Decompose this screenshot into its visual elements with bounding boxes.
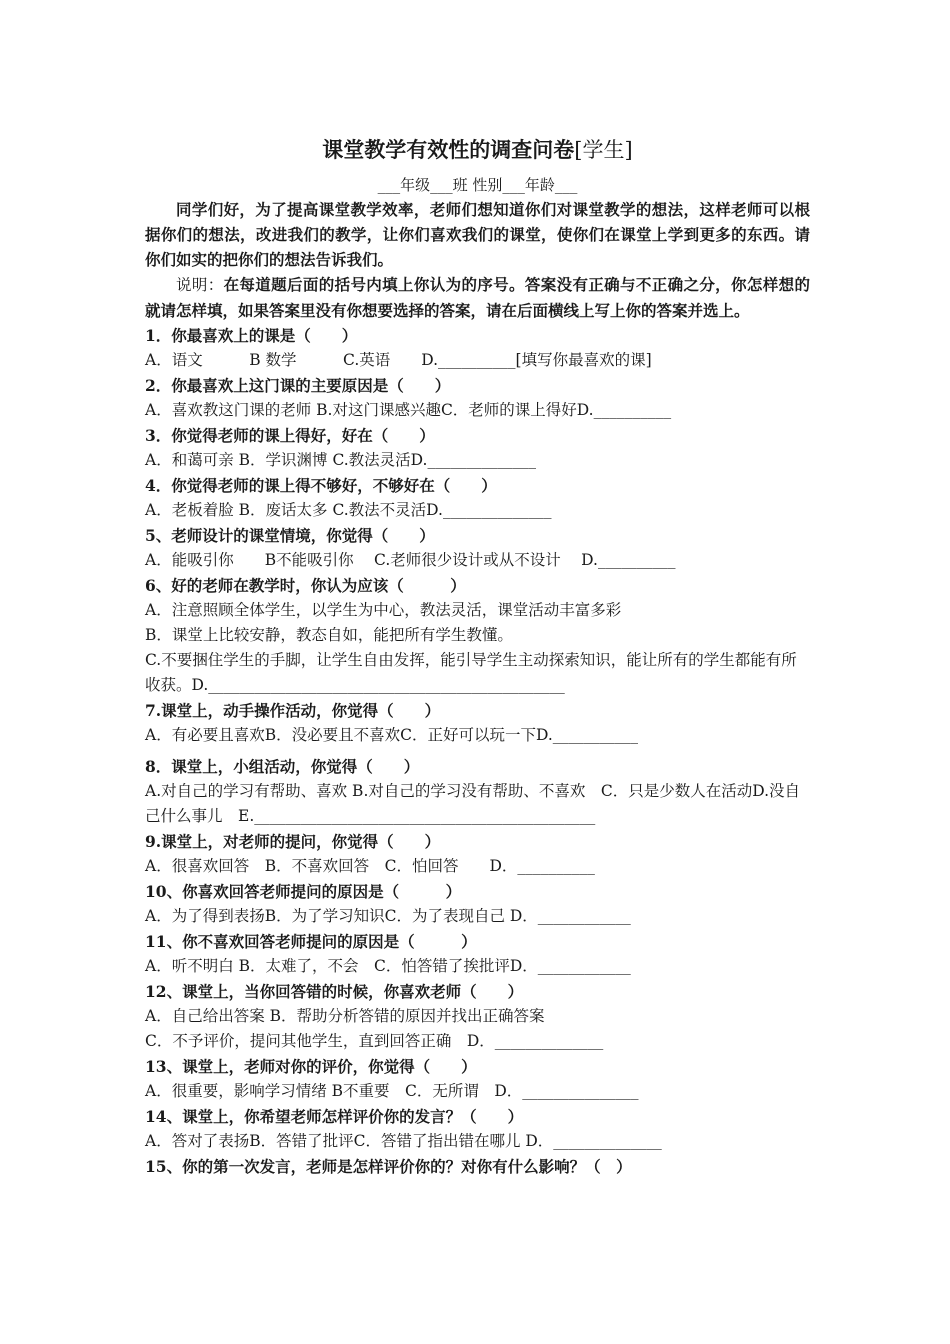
title-text: 课堂教学有效性的调查问卷 <box>322 137 575 162</box>
question-11: 11、你不喜欢回答老师提问的原因是（ ） <box>145 932 477 951</box>
question-9-options-1: A．很喜欢回答 B．不喜欢回答 C．怕回答 D．__________ <box>145 857 595 875</box>
question-10: 10、你喜欢回答老师提问的原因是（ ） <box>145 882 462 901</box>
question-6-options-2: B．课堂上比较安静，教态自如，能把所有学生教懂。 <box>145 626 513 644</box>
instructions-paragraph <box>145 272 810 323</box>
question-12: 12、课堂上，当你回答错的时候，你喜欢老师（ ） <box>145 982 524 1001</box>
question-7: 7.课堂上，动手操作活动，你觉得（ ） <box>145 701 441 720</box>
question-9: 9.课堂上，对老师的提问，你觉得（ ） <box>145 832 441 851</box>
question-8-options-1: A.对自己的学习有帮助、喜欢 B.对自己的学习没有帮助、不喜欢 C．只是少数人在活动D.没自己什么事儿 E.____________________________________________ <box>145 782 801 825</box>
document-title <box>145 135 810 165</box>
question-1: 1．你最喜欢上的课是（ ） <box>145 326 358 345</box>
question-4-options-1: A．老板着脸 B．废话太多 C.教法不灵活D.______________ <box>145 501 552 519</box>
question-3: 3．你觉得老师的课上得好，好在（ ） <box>145 426 435 445</box>
intro-paragraph: 同学们好，为了提高课堂教学效率，老师们想知道你们对课堂教学的想法，这样老师可以根据你们的想法，改进我们的教学，让你们喜欢我们的课堂，使你们在课堂上学到更多的东西。请你们如实的把你们的想法告诉我们。 <box>145 200 810 269</box>
question-14: 14、课堂上，你希望老师怎样评价你的发言？（ ） <box>145 1107 524 1126</box>
question-2: 2．你最喜欢上这门课的主要原因是（ ） <box>145 376 451 395</box>
question-6-options-1: A．注意照顾全体学生，以学生为中心，教法灵活，课堂活动丰富多彩 <box>145 601 622 619</box>
question-2-options-1: A．喜欢教这门课的老师 B.对这门课感兴趣C．老师的课上得好D.__________ <box>145 401 672 419</box>
question-6: 6、好的老师在教学时，你认为应该（ ） <box>145 576 466 595</box>
question-8: 8．课堂上，小组活动，你觉得（ ） <box>145 757 420 776</box>
question-12-options-2: C．不予评价，提问其他学生，直到回答正确 D．______________ <box>145 1032 604 1050</box>
question-12-options-1: A．自己给出答案 B．帮助分析答错的原因并找出正确答案 <box>145 1007 545 1025</box>
instructions-lead: 说明： <box>176 276 224 294</box>
question-10-options-1: A．为了得到表扬B．为了学习知识C．为了表现自己 D．____________ <box>145 907 631 925</box>
question-13: 13、课堂上，老师对你的评价，你觉得（ ） <box>145 1057 477 1076</box>
question-1-options-1: A．语文 B 数学 C.英语 D.__________[填写你最喜欢的课] <box>145 351 652 369</box>
question-4: 4．你觉得老师的课上得不够好，不够好在（ ） <box>145 476 497 495</box>
question-3-options-1: A．和蔼可亲 B．学识渊博 C.教法灵活D.______________ <box>145 451 536 469</box>
question-5-options-1: A．能吸引你 B不能吸引你 C.老师很少设计或从不设计 D.__________ <box>145 551 676 569</box>
question-5: 5、老师设计的课堂情境，你觉得（ ） <box>145 526 435 545</box>
questionnaire-document <box>145 135 810 1179</box>
question-13-options-1: A．很重要，影响学习情绪 B不重要 C．无所谓 D．_______________ <box>145 1082 639 1100</box>
question-6-options-3: C.不要捆住学生的手脚，让学生自由发挥，能引导学生主动探索知识，能让所有的学生都能有所收获。D.______________________________________________ <box>145 651 797 694</box>
question-7-options-1: A．有必要且喜欢B．没必要且不喜欢C．正好可以玩一下D.___________ <box>145 726 638 744</box>
title-tag: [学生] <box>574 138 633 162</box>
student-info-line: ___年级___班 性别___年龄___ <box>377 176 578 194</box>
question-list <box>145 323 810 1179</box>
question-14-options-1: A．答对了表扬B．答错了批评C．答错了指出错在哪儿 D．______________ <box>145 1132 662 1150</box>
question-11-options-1: A．听不明白 B．太难了，不会 C．怕答错了挨批评D．____________ <box>145 957 631 975</box>
instructions-text: 在每道题后面的括号内填上你认为的序号。答案没有正确与不正确之分，你怎样想的就请怎样填，如果答案里没有你想要选择的答案，请在后面横线上写上你的答案并选上。 <box>145 275 810 320</box>
question-15: 15、你的第一次发言，老师是怎样评价你的？对你有什么影响？（ ） <box>145 1157 632 1176</box>
